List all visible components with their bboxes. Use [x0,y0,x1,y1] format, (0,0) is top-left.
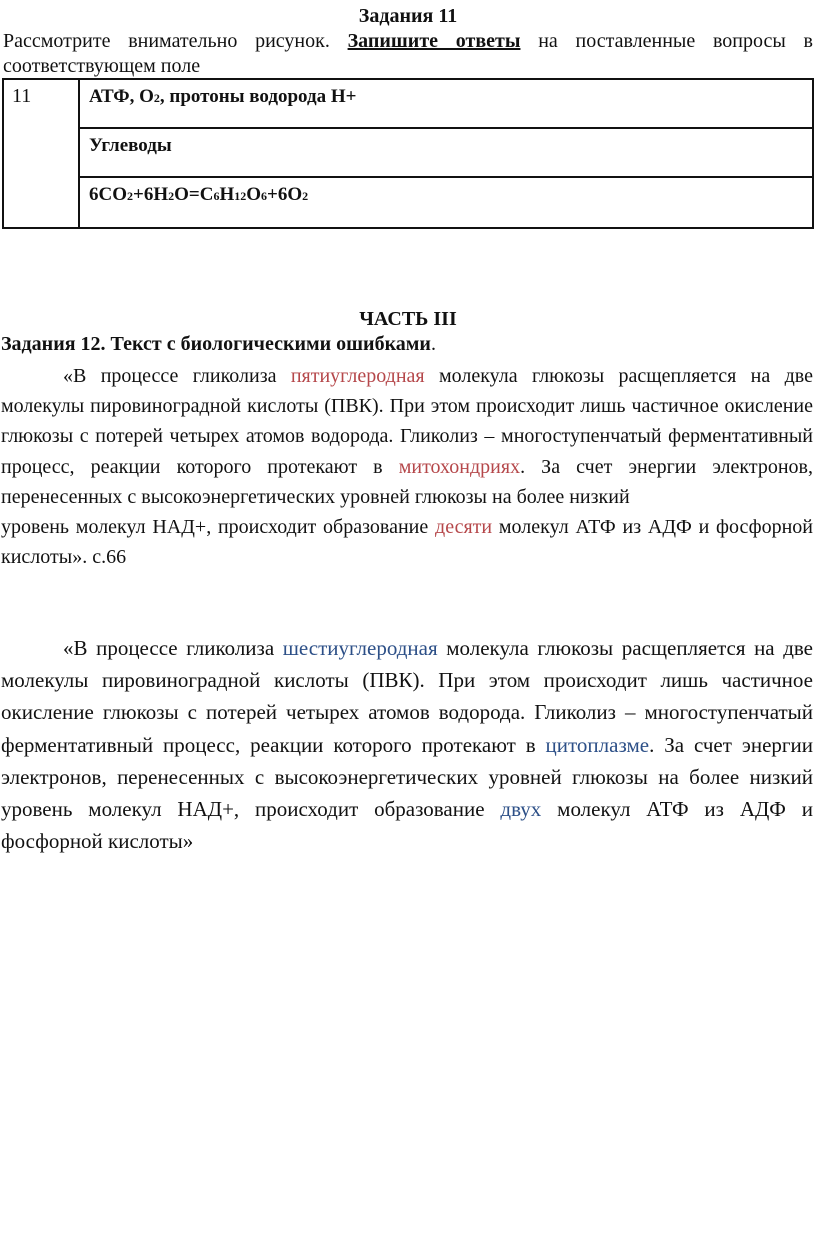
corrected-word-3: двух [500,797,542,822]
error-word-2: митохондриях [398,455,521,478]
table-row [3,177,813,228]
task12-heading: Задания 12. Текст с биологическими ошибками. [1,333,436,355]
task11-instructions [3,29,813,79]
answers-table [2,78,814,229]
answer-cell-2: Углеводы [79,128,813,177]
question-number: 11 [3,79,79,228]
paragraph-corrected: «В процессе гликолиза шестиуглеродная молекула глюкозы расщепляется на две молекулы пировиноградной кислоты (ПВК). При этом происходит лишь частичное окисление глюкозы с потерей четырех атомов водорода. Гликолиз – многоступенчатый ферментативный процесс, реакции которого протекают в цитоплазме. За счет энергии электронов, перенесенных с высокоэнергетических уровней глюкозы на более низкий уровень молекул НАД+, происходит образование двух молекул АТФ из АДФ и фосфорной кислоты» [1,636,813,854]
paragraph-with-errors: «В процессе гликолиза пятиуглеродная молекула глюкозы расщепляется на две молекулы пировиноградной кислоты (ПВК). При этом происходит лишь частичное окисление глюкозы с потерей четырех атомов водорода. Гликолиз – многоступенчатый ферментативный процесс, реакции которого протекают в митохондриях. За счет энергии электронов, перенесенных с высокоэнергетических уровней глюкозы на более низкий уровень молекул НАД+, происходит образование десяти молекул АТФ из АДФ и фосфорной кислоты». с.66 [1,365,813,569]
corrected-word-2: цитоплазме [545,732,650,757]
instruction-text-tail: на поставленные вопросы в соответствующем поле [3,30,813,77]
task11-title: Задания 11 [358,5,458,27]
instruction-text: Рассмотрите внимательно рисунок. [3,30,348,52]
answer-cell-1: АТФ, О2, протоны водорода Н+ [79,79,813,128]
part3-title: ЧАСТЬ III [359,308,457,330]
table-row [3,79,813,128]
error-word-3: десяти [435,516,493,539]
table-row [3,128,813,177]
corrected-word-1: шестиуглеродная [282,636,438,660]
instruction-emphasis: Запишите ответы [347,30,521,52]
answer-cell-3: 6СО2+6Н2О=С6Н12О6+6О2 [79,177,813,228]
error-word-1: пятиуглеродная [290,365,425,387]
